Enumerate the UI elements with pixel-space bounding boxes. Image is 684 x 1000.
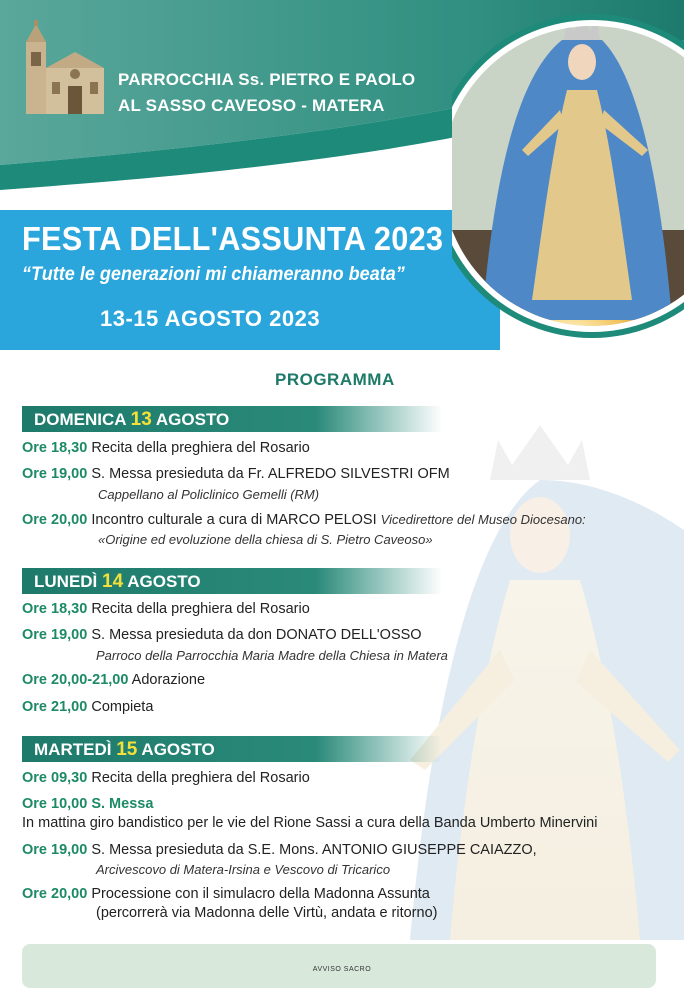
event-line (22, 770, 310, 786)
event-text: Recita della preghiera del Rosario (91, 440, 310, 456)
event-text: S. Messa presieduta da Fr. ALFREDO SILVESTRI OFM (91, 466, 450, 482)
event-time: Ore 10,00 S. Messa (22, 796, 154, 812)
event-text: Compieta (91, 699, 154, 715)
day-month: AGOSTO (141, 740, 215, 759)
parish-name-line2: AL SASSO CAVEOSO - MATERA (118, 96, 385, 115)
event-time: Ore 09,30 (22, 770, 88, 786)
event-time: Ore 21,00 (22, 699, 88, 715)
day-weekday: LUNEDÌ (34, 572, 98, 591)
event-text: Incontro culturale a cura di MARCO PELOSI (91, 512, 377, 528)
event-line (22, 886, 430, 902)
event-text: Recita della preghiera del Rosario (91, 770, 310, 786)
event-subtext: Arcivescovo di Matera-Irsina e Vescovo di Tricarico (96, 862, 391, 877)
festival-dates: 13-15 AGOSTO 2023 (100, 306, 321, 331)
event-subtext: (percorrerà via Madonna delle Virtù, andata e ritorno) (96, 905, 438, 921)
event-time: Ore 20,00-21,00 (22, 672, 129, 688)
event-subtext: Parroco della Parrocchia Maria Madre della Chiesa in Matera (96, 648, 448, 663)
program-heading: PROGRAMMA (275, 370, 395, 389)
footer-label: AVVISO SACRO (312, 966, 372, 973)
event-time: Ore 19,00 (22, 627, 88, 643)
church-illustration (22, 18, 108, 118)
event-text: Adorazione (131, 672, 206, 688)
event-line (22, 601, 310, 617)
day-month: AGOSTO (127, 572, 201, 591)
festival-title: FESTA DELL'ASSUNTA 2023 (22, 220, 444, 257)
event-time: Ore 19,00 (22, 842, 88, 858)
day-weekday: DOMENICA (34, 410, 126, 429)
event-text: Processione con il simulacro della Madonna Assunta (91, 886, 430, 902)
event-time: Ore 20,00 (22, 886, 88, 902)
day-label-sunday (34, 409, 229, 431)
event-text: S. Messa presieduta da don DONATO DELL'OSSO (91, 627, 422, 643)
day-label-tuesday (34, 739, 215, 761)
event-line (22, 842, 537, 858)
madonna-statue-image (452, 0, 684, 352)
event-line (22, 440, 310, 456)
event-time: Ore 20,00 (22, 512, 88, 528)
day-label-monday (34, 571, 201, 593)
event-subtext: «Origine ed evoluzione della chiesa di S. Pietro Caveoso» (98, 532, 433, 547)
event-line (22, 796, 153, 812)
event-text: Recita della preghiera del Rosario (91, 601, 310, 617)
parish-name-line1: PARROCCHIA Ss. PIETRO E PAOLO (118, 70, 416, 89)
event-line (22, 627, 422, 643)
event-text: S. Messa presieduta da S.E. Mons. ANTONIO GIUSEPPE CAIAZZO, (91, 842, 537, 858)
event-line (22, 672, 205, 688)
day-number: 13 (130, 409, 152, 430)
event-time: Ore 19,00 (22, 466, 88, 482)
day-number: 14 (102, 571, 124, 592)
event-subtext: Cappellano al Policlinico Gemelli (RM) (98, 487, 320, 502)
event-line (22, 466, 450, 482)
day-month: AGOSTO (155, 410, 230, 429)
day-number: 15 (116, 739, 138, 760)
event-time: Ore 18,30 (22, 440, 88, 456)
event-line (22, 699, 153, 715)
faded-statue-background (390, 420, 684, 940)
day-weekday: MARTEDÌ (34, 740, 112, 759)
event-subtext: In mattina giro bandistico per le vie del Rione Sassi a cura della Banda Umberto Minervini (22, 815, 598, 831)
festival-motto: “Tutte le generazioni mi chiameranno beata” (22, 264, 405, 285)
event-text-italic: Vicedirettore del Museo Diocesano: (380, 512, 586, 527)
event-time: Ore 18,30 (22, 601, 88, 617)
event-line (22, 512, 586, 528)
